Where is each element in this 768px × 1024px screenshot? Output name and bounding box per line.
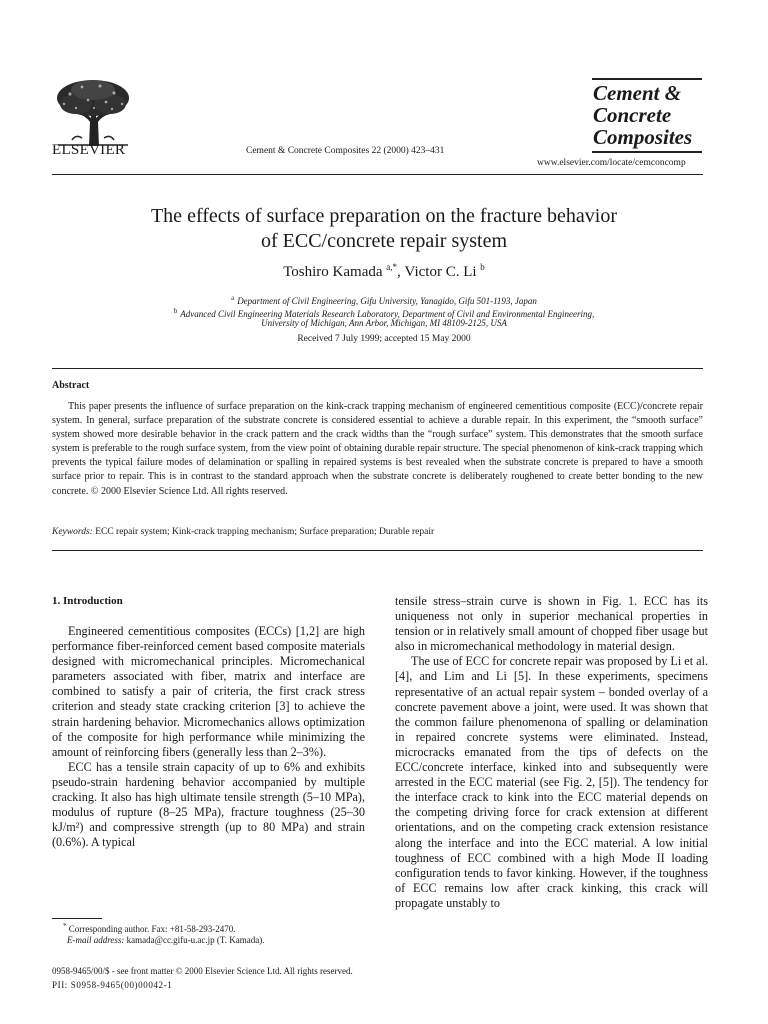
body-column-right xyxy=(395,594,708,911)
section-heading: 1. Introduction xyxy=(52,595,123,607)
keywords xyxy=(52,527,434,537)
footnote-text: Corresponding author. Fax: +81-58-293-2470. xyxy=(68,924,236,934)
author-affiliation-mark: a,* xyxy=(386,262,398,272)
body-paragraph: The use of ECC for concrete repair was proposed by Li et al. [4], and Lim and Li [5]. In these experiments, specimens representative of an actual repair system – bonded overlay of a concrete pavement above a joint, were used. It was shown that the common failure phenomenona of spalling or delamination in repaired concrete systems were eliminated. Instead, microcracks emanated from the tips of defects on the ECC/concrete interface, kinked into and subsequently were arrested in the ECC material (see Fig. 2, [5]). The tendency for the interface crack to kink into the ECC material depends on the competing driving force for crack extension at different orientations, and on the competing crack extension resistance along the interface and into the ECC material. A low initial toughness of ECC combined with a high Mode II loading configuration tends to favor kinking. However, if the toughness of ECC remains low after crack kinking, this crack will propagate unstably to xyxy=(395,654,708,910)
publisher-name: ELSEVIER xyxy=(52,142,126,158)
author-affiliation-mark: b xyxy=(480,262,485,272)
abstract-text: This paper presents the influence of surface preparation on the kink-crack trapping mechanism of engineered cementitious composite (ECC)/concrete repair system. In general, surface preparation of the substrate concrete is considered essential to achieve a durable repair. In this experiment, the “smooth surface” system showed more desirable behavior in the crack pattern and the crack widths than the “rough surface” system. This demonstrates that the smooth surface system is preferable to the rough surface system, from the view point of obtaining durable repair structure. The special phenomenon of kink-crack trapping which prevents the typical failure modes of delamination or spalling in repaired systems is best revealed when the substrate concrete is prepared to have a smooth surface prior to repair. This is in contrast to the standard approach when the substrate concrete is deliberately roughened to create better bonding to the new concrete. © 2000 Elsevier Science Ltd. All rights reserved. xyxy=(52,401,703,497)
body-paragraph: tensile stress–strain curve is shown in Fig. 1. ECC has its uniqueness not only in superior mechanical properties in tension or in relatively small amount of chopped fiber usage but also in micromechanical methodology in material design. xyxy=(395,594,708,654)
affiliation-b-continued xyxy=(0,317,768,329)
keywords-label: Keywords: xyxy=(52,527,93,537)
header-divider xyxy=(52,174,703,175)
journal-title-line: Composites xyxy=(593,125,693,149)
author-name: Toshiro Kamada xyxy=(283,264,383,280)
paper-title xyxy=(0,204,768,254)
abstract-divider-top xyxy=(52,368,703,369)
footnote-email xyxy=(67,935,264,945)
paper-title-line: The effects of surface preparation on the fracture behavior xyxy=(150,205,618,227)
journal-title xyxy=(593,82,692,148)
email-address-link[interactable]: kamada@cc.gifu-u.ac.jp (T. Kamada). xyxy=(126,935,265,945)
affiliation-text: Advanced Civil Engineering Materials Research Laboratory, Department of Civil and Environmental Engineering, xyxy=(180,309,595,319)
footnote-mark: * xyxy=(63,922,67,930)
received-dates: Received 7 July 1999; accepted 15 May 2000 xyxy=(297,334,471,344)
affiliation-text: Department of Civil Engineering, Gifu University, Yanagido, Gifu 501-1193, Japan xyxy=(237,296,537,306)
journal-title-line: Concrete xyxy=(593,103,672,127)
elsevier-tree-logo xyxy=(52,78,134,146)
email-label: E-mail address: xyxy=(67,935,125,945)
abstract-divider-bottom xyxy=(52,550,703,551)
journal-title-line: Cement & xyxy=(593,81,682,105)
body-paragraph: Engineered cementitious composites (ECCs) [1,2] are high performance fiber-reinforced cement based composite materials designed with micromechanical principles. Micromechanical parameters associated with fiber, matrix and interface are combined to satisfy a pair of criteria, the first crack stress criterion and steady state cracking criterion [3] to achieve the strain hardening behavior. Micromechanics allows optimization of the composite for high performance while minimizing the amount of reinforcing fibers (generally less than 2–3%). xyxy=(52,624,365,759)
affiliation-mark: b xyxy=(173,307,178,315)
footnote-corresponding-author xyxy=(63,922,236,934)
author-list: Toshiro Kamada $^{a,*}$, Victor C. Li $^b$ xyxy=(283,262,485,280)
keywords-text: ECC repair system; Kink-crack trapping mechanism; Surface preparation; Durable repair xyxy=(95,527,435,537)
body-column-left xyxy=(52,624,365,850)
journal-title-rule-bottom xyxy=(592,151,702,153)
issn-copyright-line: 0958-9465/00/$ - see front matter © 2000 Elsevier Science Ltd. All rights reserved. xyxy=(52,966,353,976)
body-paragraph: ECC has a tensile strain capacity of up to 6% and exhibits pseudo-strain hardening behavior accompanied by multiple cracking. It also has high ultimate tensile strength (5–10 MPa), modulus of rupture (8–25 MPa), fracture toughness (25–30 kJ/m²) and compressive strength (up to 80 MPa) and strain (0.6%). A typical xyxy=(52,759,365,850)
pii-identifier: PII: S0958-9465(00)00042-1 xyxy=(52,980,173,990)
paper-title-line: of ECC/concrete repair system xyxy=(260,230,508,252)
footnote-divider xyxy=(52,918,102,919)
author-name: Victor C. Li xyxy=(404,264,477,280)
journal-title-rule-top xyxy=(592,78,702,80)
affiliation-mark: a xyxy=(231,294,235,302)
abstract-heading: Abstract xyxy=(52,380,90,391)
journal-citation: Cement & Concrete Composites 22 (2000) 423–431 xyxy=(246,146,445,156)
affiliation-text: University of Michigan, Ann Arbor, Michigan, MI 48109-2125, USA xyxy=(261,318,507,328)
journal-url-link[interactable]: www.elsevier.com/locate/cemconcomp xyxy=(537,158,686,168)
